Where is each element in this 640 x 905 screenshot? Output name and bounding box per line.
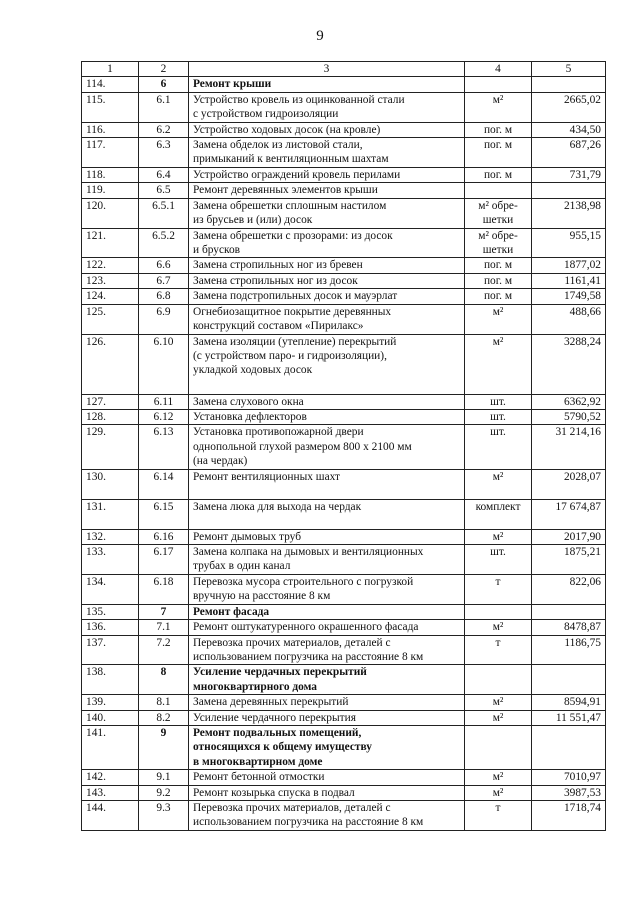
row-unit <box>465 273 532 288</box>
row-code: 6.10 <box>139 334 189 394</box>
row-name-line: Усиление чердачного перекрытия <box>193 711 356 724</box>
row-name <box>189 620 465 635</box>
row-code: 9.1 <box>139 770 189 785</box>
header-cell-3: 3 <box>189 62 465 77</box>
row-name-line: Ремонт подвальных помещений, <box>193 727 362 739</box>
row-name <box>189 544 465 574</box>
row-code: 6.13 <box>139 425 189 469</box>
row-code: 6.5.2 <box>139 228 189 258</box>
row-price: 8594,91 <box>532 695 606 710</box>
row-price: 731,79 <box>532 167 606 182</box>
row-number: 135. <box>82 604 139 619</box>
table-row <box>82 289 606 304</box>
row-code: 9.3 <box>139 801 189 831</box>
row-number: 115. <box>82 92 139 122</box>
row-unit-line: пог. м <box>483 274 513 287</box>
row-price <box>532 726 606 770</box>
row-number: 144. <box>82 801 139 831</box>
row-code: 6.8 <box>139 289 189 304</box>
row-name <box>189 604 465 619</box>
table-row <box>82 635 606 665</box>
row-name <box>189 635 465 665</box>
header-row <box>82 62 606 77</box>
row-name-line: Устройство ограждений кровель перилами <box>193 168 401 181</box>
row-number: 114. <box>82 77 139 92</box>
row-name-line: (с устройством паро- и гидроизоляции), <box>193 349 387 362</box>
row-name <box>189 665 465 695</box>
row-unit-line: шт. <box>490 545 506 558</box>
row-price: 6362,92 <box>532 394 606 409</box>
row-number: 122. <box>82 258 139 273</box>
row-price: 434,50 <box>532 122 606 137</box>
row-name-line: многоквартирного дома <box>193 680 317 693</box>
row-unit <box>465 77 532 92</box>
table-row <box>82 529 606 544</box>
row-name <box>189 138 465 168</box>
row-number: 119. <box>82 183 139 198</box>
row-name-line: Усиление чердачных перекрытий <box>193 666 367 679</box>
row-price: 2028,07 <box>532 469 606 499</box>
row-name <box>189 710 465 725</box>
row-number: 142. <box>82 770 139 785</box>
table-row <box>82 304 606 334</box>
table-row <box>82 409 606 424</box>
row-number: 121. <box>82 228 139 258</box>
row-price <box>532 604 606 619</box>
row-price: 1749,58 <box>532 289 606 304</box>
row-unit <box>465 228 532 258</box>
row-name <box>189 425 465 469</box>
row-name-line: Замена обделок из листовой стали, <box>193 139 363 152</box>
table-row <box>82 334 606 394</box>
row-number: 138. <box>82 665 139 695</box>
row-name-line: Перевозка прочих материалов, деталей с <box>193 802 391 815</box>
row-unit-line: шт. <box>490 426 506 439</box>
row-unit-line: т <box>495 636 501 649</box>
row-name <box>189 167 465 182</box>
header-cell-5: 5 <box>532 62 606 77</box>
row-number: 141. <box>82 726 139 770</box>
row-name <box>189 289 465 304</box>
table-row <box>82 469 606 499</box>
row-name <box>189 258 465 273</box>
row-unit <box>465 604 532 619</box>
row-number: 140. <box>82 710 139 725</box>
row-name-line: трубах в один канал <box>193 560 291 573</box>
row-code: 8.2 <box>139 710 189 725</box>
table-row <box>82 122 606 137</box>
row-name <box>189 228 465 258</box>
table-body <box>82 62 606 831</box>
row-name <box>189 334 465 394</box>
row-unit <box>465 469 532 499</box>
row-name <box>189 122 465 137</box>
row-name <box>189 529 465 544</box>
table-row <box>82 770 606 785</box>
row-number: 126. <box>82 334 139 394</box>
row-name-line: Устройство ходовых досок (на кровле) <box>193 123 381 136</box>
row-name-line: использованием погрузчика на расстояние 8 км <box>193 816 424 829</box>
row-unit-line: т <box>495 802 501 815</box>
header-cell-4: 4 <box>465 62 532 77</box>
table-row <box>82 620 606 635</box>
row-unit <box>465 92 532 122</box>
row-unit-line: м² <box>492 696 504 709</box>
row-number: 136. <box>82 620 139 635</box>
row-code: 6.1 <box>139 92 189 122</box>
table-row <box>82 138 606 168</box>
row-name-line: Замена люка для выхода на чердак <box>193 500 362 513</box>
row-number: 139. <box>82 695 139 710</box>
row-name-line: примыканий к вентиляционным шахтам <box>193 153 389 166</box>
price-table <box>81 61 606 831</box>
row-unit <box>465 304 532 334</box>
table-row <box>82 785 606 800</box>
row-code: 9.2 <box>139 785 189 800</box>
row-price: 1875,21 <box>532 544 606 574</box>
row-price: 1186,75 <box>532 635 606 665</box>
row-unit <box>465 620 532 635</box>
row-number: 137. <box>82 635 139 665</box>
row-name-line: Замена стропильных ног из досок <box>193 274 358 287</box>
table-row <box>82 710 606 725</box>
row-name-line: Замена деревянных перекрытий <box>193 696 349 709</box>
row-name <box>189 273 465 288</box>
table-row <box>82 801 606 831</box>
row-price: 3987,53 <box>532 785 606 800</box>
row-name <box>189 92 465 122</box>
row-name-line: Огнебиозащитное покрытие деревянных <box>193 305 392 318</box>
row-unit-line: м² обре- <box>478 229 518 242</box>
row-unit <box>465 138 532 168</box>
table-row <box>82 499 606 529</box>
row-unit <box>465 635 532 665</box>
row-unit <box>465 499 532 529</box>
row-price: 5790,52 <box>532 409 606 424</box>
page-number: 9 <box>316 28 324 44</box>
row-code: 6.17 <box>139 544 189 574</box>
table-row <box>82 273 606 288</box>
row-price <box>532 665 606 695</box>
row-unit <box>465 394 532 409</box>
row-name-line: относящихся к общему имуществу <box>193 741 372 754</box>
table-row <box>82 228 606 258</box>
row-code: 6.5 <box>139 183 189 198</box>
row-name <box>189 770 465 785</box>
row-code: 6.11 <box>139 394 189 409</box>
row-price: 822,06 <box>532 574 606 604</box>
row-name-line: укладкой ходовых досок <box>193 364 313 377</box>
row-price: 2138,98 <box>532 198 606 228</box>
row-price: 1877,02 <box>532 258 606 273</box>
row-code: 7 <box>139 604 189 619</box>
row-unit <box>465 710 532 725</box>
row-unit-line: т <box>495 575 501 588</box>
row-price: 687,26 <box>532 138 606 168</box>
row-unit-line: шт. <box>490 395 506 408</box>
row-name-line: Ремонт козырька спуска в подвал <box>193 786 355 799</box>
row-unit-line: пог. м <box>483 123 513 136</box>
row-price: 2017,90 <box>532 529 606 544</box>
row-name-line: Замена подстропильных досок и мауэрлат <box>193 290 398 303</box>
row-unit-line: пог. м <box>483 290 513 303</box>
row-unit <box>465 198 532 228</box>
row-unit-line: пог. м <box>483 168 513 181</box>
row-unit <box>465 529 532 544</box>
row-price: 2665,02 <box>532 92 606 122</box>
row-name-line: с устройством гидроизоляции <box>193 108 339 121</box>
row-price <box>532 77 606 92</box>
row-price: 11 551,47 <box>532 710 606 725</box>
row-name-line: Ремонт бетонной отмостки <box>193 771 325 784</box>
table-row <box>82 544 606 574</box>
row-name <box>189 183 465 198</box>
row-code: 6.2 <box>139 122 189 137</box>
row-unit <box>465 544 532 574</box>
table-row <box>82 183 606 198</box>
row-name-line: Ремонт крыши <box>193 78 272 91</box>
row-code: 6.16 <box>139 529 189 544</box>
row-name-line: Замена стропильных ног из бревен <box>193 259 363 272</box>
row-name-line: вручную на расстояние 8 км <box>193 590 331 603</box>
row-name-line: Ремонт дымовых труб <box>193 530 301 543</box>
row-price: 955,15 <box>532 228 606 258</box>
row-number: 130. <box>82 469 139 499</box>
row-price: 7010,97 <box>532 770 606 785</box>
row-name <box>189 801 465 831</box>
row-number: 132. <box>82 529 139 544</box>
row-unit-line: м² <box>492 305 504 318</box>
section-row <box>82 77 606 92</box>
row-code: 6.9 <box>139 304 189 334</box>
row-unit-line: м² <box>492 786 504 799</box>
row-name-line: Перевозка прочих материалов, деталей с <box>193 636 391 649</box>
row-unit <box>465 665 532 695</box>
row-code: 6.7 <box>139 273 189 288</box>
row-name-line: Ремонт вентиляционных шахт <box>193 470 341 483</box>
row-name-line: Замена обрешетки с прозорами: из досок <box>193 229 393 242</box>
row-name <box>189 785 465 800</box>
row-name <box>189 574 465 604</box>
section-row <box>82 726 606 770</box>
row-code: 7.2 <box>139 635 189 665</box>
row-name-line: Ремонт оштукатуренного окрашенного фасада <box>193 621 419 634</box>
row-name-line: и брусков <box>193 244 241 257</box>
row-name-line: Установка противопожарной двери <box>193 426 364 439</box>
row-unit-line: м² <box>492 335 504 348</box>
row-price: 3288,24 <box>532 334 606 394</box>
row-number: 116. <box>82 122 139 137</box>
row-unit-line: шт. <box>490 410 506 423</box>
row-code: 6.14 <box>139 469 189 499</box>
row-code: 9 <box>139 726 189 770</box>
row-unit <box>465 695 532 710</box>
row-unit-line: м² <box>492 530 504 543</box>
table-row <box>82 394 606 409</box>
row-unit-line: м² <box>492 711 504 724</box>
header-cell-1: 1 <box>82 62 139 77</box>
row-name-line: (на чердак) <box>193 455 248 468</box>
row-number: 124. <box>82 289 139 304</box>
row-unit-line: м² обре- <box>478 199 518 212</box>
table-row <box>82 425 606 469</box>
row-unit <box>465 183 532 198</box>
row-unit-line: комплект <box>475 500 521 513</box>
table-row <box>82 167 606 182</box>
row-price: 488,66 <box>532 304 606 334</box>
row-unit-line: м² <box>492 621 504 634</box>
row-unit <box>465 289 532 304</box>
row-name-line: Ремонт деревянных элементов крыши <box>193 184 378 197</box>
row-unit-line: пог. м <box>483 259 513 272</box>
row-name <box>189 394 465 409</box>
row-name <box>189 469 465 499</box>
row-name-line: Перевозка мусора строительного с погрузкой <box>193 575 414 588</box>
row-name-line: Установка дефлекторов <box>193 410 307 423</box>
row-name <box>189 304 465 334</box>
row-unit <box>465 801 532 831</box>
row-price <box>532 183 606 198</box>
row-name-line: в многоквартирном доме <box>193 755 323 768</box>
row-unit <box>465 574 532 604</box>
row-code: 6.5.1 <box>139 198 189 228</box>
row-number: 134. <box>82 574 139 604</box>
row-unit <box>465 167 532 182</box>
row-name-line: из брусьев и (или) досок <box>193 214 313 227</box>
row-number: 125. <box>82 304 139 334</box>
section-row <box>82 604 606 619</box>
row-number: 117. <box>82 138 139 168</box>
row-code: 7.1 <box>139 620 189 635</box>
row-unit <box>465 785 532 800</box>
row-name <box>189 695 465 710</box>
row-name-line: Замена изоляции (утепление) перекрытий <box>193 335 397 348</box>
row-code: 6.4 <box>139 167 189 182</box>
row-number: 129. <box>82 425 139 469</box>
table-row <box>82 198 606 228</box>
row-code: 6.3 <box>139 138 189 168</box>
row-name-line: Замена обрешетки сплошным настилом <box>193 199 387 212</box>
row-unit <box>465 334 532 394</box>
row-name-line: конструкций составом «Пирилакс» <box>193 320 364 333</box>
row-name <box>189 77 465 92</box>
row-name <box>189 409 465 424</box>
row-name-line: Замена колпака на дымовых и вентиляционных <box>193 545 424 558</box>
row-name <box>189 198 465 228</box>
row-code: 8 <box>139 665 189 695</box>
row-unit-line: шетки <box>482 244 514 257</box>
row-unit-line: м² <box>492 93 504 106</box>
row-unit <box>465 425 532 469</box>
row-unit <box>465 122 532 137</box>
row-code: 6.18 <box>139 574 189 604</box>
row-number: 120. <box>82 198 139 228</box>
row-code: 8.1 <box>139 695 189 710</box>
table-row <box>82 92 606 122</box>
row-unit <box>465 258 532 273</box>
row-code: 6.12 <box>139 409 189 424</box>
row-name-line: Устройство кровель из оцинкованной стали <box>193 93 405 106</box>
row-name <box>189 726 465 770</box>
row-name-line: Ремонт фасада <box>193 605 270 618</box>
row-price: 17 674,87 <box>532 499 606 529</box>
row-code: 6.6 <box>139 258 189 273</box>
row-unit <box>465 770 532 785</box>
row-number: 127. <box>82 394 139 409</box>
row-unit-line: м² <box>492 470 504 483</box>
row-number: 128. <box>82 409 139 424</box>
row-number: 131. <box>82 499 139 529</box>
row-price: 8478,87 <box>532 620 606 635</box>
row-number: 123. <box>82 273 139 288</box>
row-price: 31 214,16 <box>532 425 606 469</box>
row-name <box>189 499 465 529</box>
row-name-line: однопольной глухой размером 800 х 2100 мм <box>193 440 412 453</box>
table-row <box>82 695 606 710</box>
row-code: 6.15 <box>139 499 189 529</box>
row-unit <box>465 409 532 424</box>
row-name-line: использованием погрузчика на расстояние 8 км <box>193 650 424 663</box>
row-price: 1161,41 <box>532 273 606 288</box>
row-code: 6 <box>139 77 189 92</box>
header-cell-2: 2 <box>139 62 189 77</box>
table-row <box>82 258 606 273</box>
section-row <box>82 665 606 695</box>
row-unit-line: пог. м <box>483 139 513 152</box>
row-unit <box>465 726 532 770</box>
row-unit-line: шетки <box>482 214 514 227</box>
row-number: 118. <box>82 167 139 182</box>
row-number: 143. <box>82 785 139 800</box>
row-price: 1718,74 <box>532 801 606 831</box>
row-name-line: Замена слухового окна <box>193 395 304 408</box>
table-row <box>82 574 606 604</box>
row-number: 133. <box>82 544 139 574</box>
row-unit-line: м² <box>492 771 504 784</box>
